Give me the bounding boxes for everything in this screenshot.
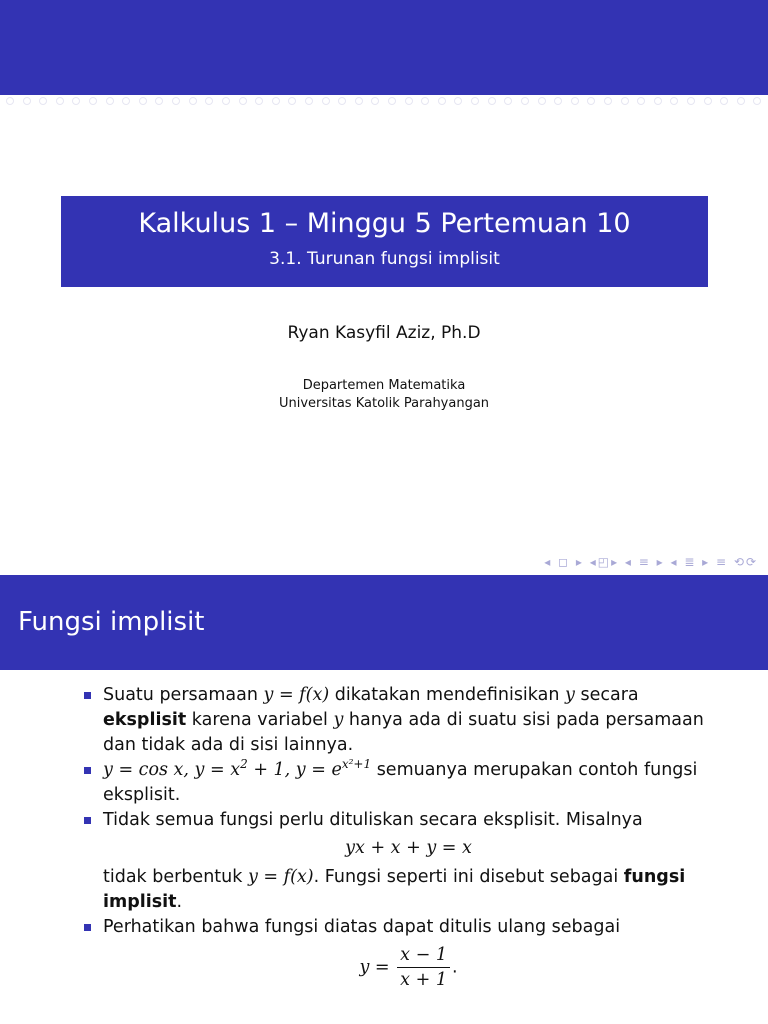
math-inline: y = f(x) [263, 685, 330, 705]
presentation-title: Kalkulus 1 – Minggu 5 Pertemuan 10 [138, 208, 631, 239]
bullet-list [84, 683, 714, 996]
fraction [397, 943, 450, 992]
math-examples: y = cos x, $y = x^2 + 1$, $y = e^{x^2+1}$ [103, 757, 372, 780]
math-inline: y = f(x) [247, 867, 314, 887]
list-item: y = cos x, $y = x^2 + 1$, $y = e^{x^2+1}$ semuanya merupakan contoh fungsi eksplisit. [84, 758, 714, 808]
display-equation: yx + x + y = x [345, 838, 472, 858]
header-bar [0, 0, 768, 95]
term-fungsi-implisit: fungsi implisit [103, 867, 686, 912]
fraction-numerator: x − 1 [397, 943, 450, 968]
navigation-dots [0, 95, 768, 107]
math-inline: y [565, 685, 575, 705]
list-item: Perhatikan bahwa fungsi diatas dapat ditulis ulang sebagai y = $\frac{x - 1}{x + 1}$ . [84, 915, 714, 992]
bullet-square-icon [84, 924, 91, 931]
author-name: Ryan Kasyfil Aziz, Ph.D [287, 323, 481, 343]
beamer-navigation-icons[interactable]: ◂ ◻ ▸ ◂◰▸ ◂ ≡ ▸ ◂ ≣ ▸ ≡ ⟲⟳ [544, 555, 758, 569]
list-item: Tidak semua fungsi perlu dituliskan secara eksplisit. Misalnya yx + x + y = x tidak berbentuk y = f(x). Fungsi seperti ini disebut sebagai fungsi implisit. [84, 808, 714, 915]
presentation-subtitle: 3.1. Turunan fungsi implisit [269, 249, 500, 269]
bullet-square-icon [84, 692, 91, 699]
list-item: Suatu persamaan y = f(x) dikatakan mendefinisikan y secara eksplisit karena variabel y hanya ada di suatu sisi pada persamaan dan tidak ada di sisi lainnya. [84, 683, 714, 758]
fraction-denominator: x + 1 [400, 970, 447, 990]
institution [0, 377, 768, 413]
term-eksplisit: eksplisit [103, 710, 187, 730]
content-slide [0, 575, 768, 1024]
department-name: Departemen Matematika [302, 378, 466, 393]
display-fraction-equation: y = $\frac{x - 1}{x + 1}$ . [359, 945, 458, 990]
university-name: Universitas Katolik Parahyangan [278, 396, 490, 411]
frame-title: Fungsi implisit [0, 575, 768, 670]
title-box [61, 196, 708, 287]
math-inline: y [333, 710, 344, 730]
bullet-square-icon [84, 767, 91, 774]
bullet-square-icon [84, 817, 91, 824]
